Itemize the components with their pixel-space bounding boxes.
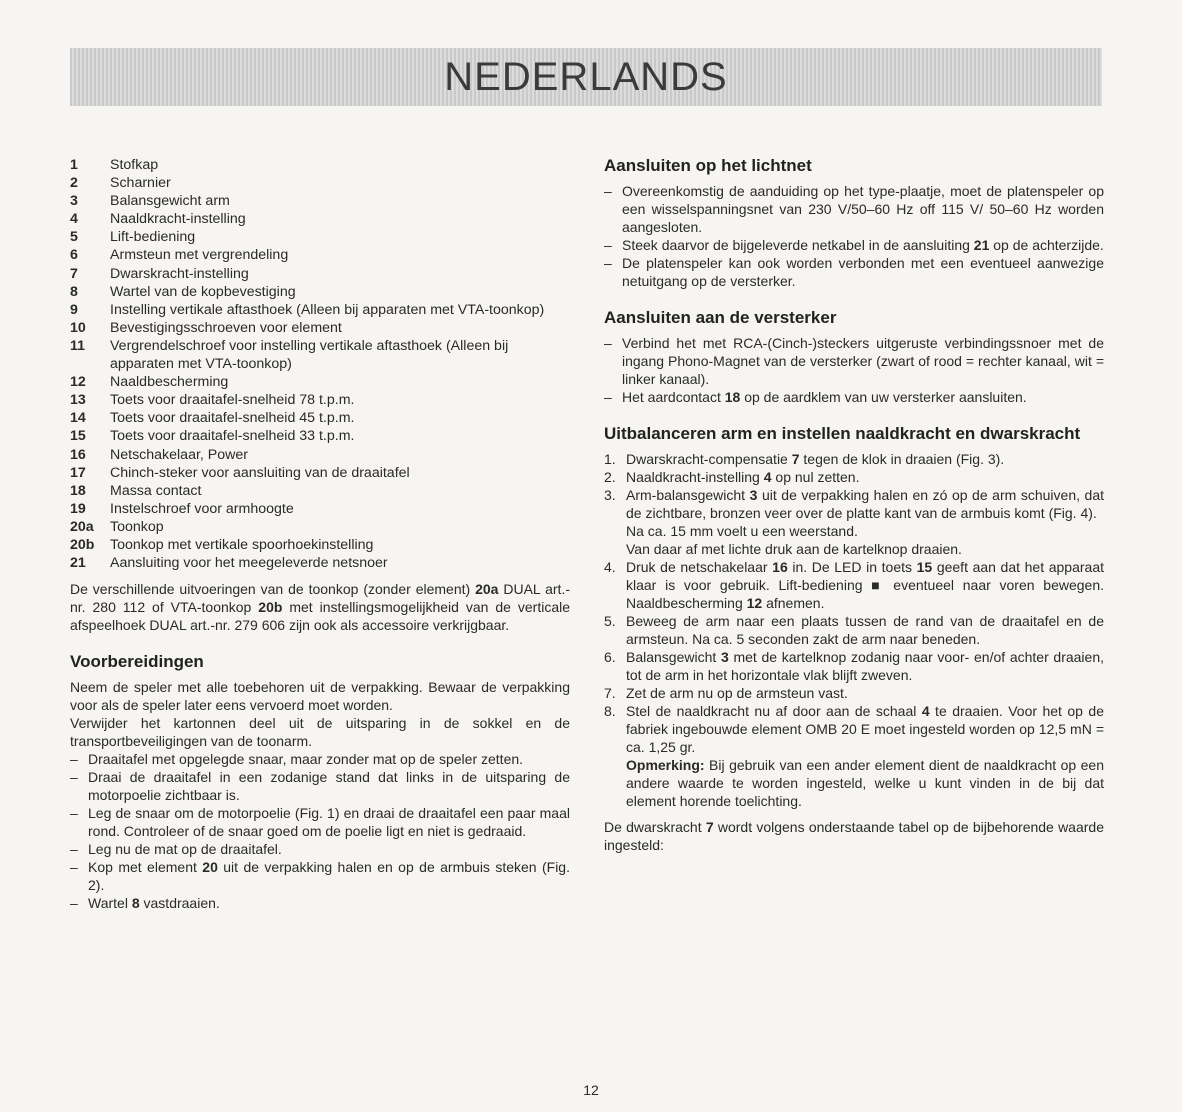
part-number: 14 [70,410,86,427]
parts-list-item [70,518,570,536]
list-item: – Wartel 8 vastdraaien. [70,894,570,912]
crossforce-paragraph: De dwarskracht 7 wordt volgens onderstaande tabel op de bijbehorende waarde ingesteld: [604,819,1104,853]
list-item: – Draai de draaitafel in een zodanige stand dat links in de uitsparing de motorpoelie zichtbaar is. [70,768,570,804]
part-label: Armsteun met vergrendeling [110,247,289,264]
part-number: 7 [70,265,78,282]
part-label: Instelling vertikale aftasthoek (Alleen bij apparaten met VTA-toonkop) [110,301,545,318]
parts-list-item [70,482,570,500]
part-number: 6 [70,247,78,264]
part-label: Chinch-steker voor aansluiting van de draaitafel [110,464,410,481]
parts-list-item [70,265,570,283]
part-number: 17 [70,464,86,481]
part-number: 11 [70,337,85,354]
parts-list-item [70,192,570,210]
page-title: NEDERLANDS [444,54,728,99]
part-label: Aansluiting voor het meegeleverde netsnoer [110,555,388,572]
step-item: 4. Druk de netschakelaar 16 in. De LED in toets 15 geeft aan dat het apparaat klaar is voor gebruik. Lift-bediening ■ eventueel naar voren bewegen. Naaldbescherming 12 afnemen. [604,559,1104,611]
variants-paragraph: De verschillende uitvoeringen van de toonkop (zonder element) 20a DUAL art.-nr. 280 112 of VTA-toonkop 20b met instellingsmogelijkheid van de verticale afspeelhoek DUAL art.-nr. 279 606 zijn ook als accessoire verkrijgbaar. [70,581,570,634]
part-number: 4 [70,211,78,228]
part-label: Naaldbescherming [110,374,229,391]
list-item: – Verbind het met RCA-(Cinch-)steckers uitgeruste verbindingssnoer met de ingang Phono-Magnet van de versterker (zwart of rood = rechter kanaal, wit = linker kanaal). [604,334,1104,388]
parts-list-item [70,283,570,301]
section-heading-mains: Aansluiten op het lichtnet [604,156,812,175]
parts-list-item [70,210,570,228]
parts-list-item [70,446,570,464]
step-item: 3. Arm-balansgewicht 3 uit de verpakking halen en zó op de arm schuiven, dat de zichtbare, bronzen veer over de platte kant van de armbuis komt (Fig. 4). Na ca. 15 mm voelt u een weerstand. Van daar af met lichte druk aan de kartelknop draaien. [604,487,1105,557]
prep-list [70,750,570,912]
part-number: 16 [70,446,86,463]
part-number: 12 [70,374,86,391]
part-number: 3 [70,193,78,210]
part-label: Massa contact [110,482,202,499]
part-number: 9 [70,301,78,318]
step-item: 6. Balansgewicht 3 met de kartelknop zodanig naar voor- en/of achter draaien, tot de arm in het horizontale vlak blijft zweven. [604,649,1105,683]
part-label: Lift-bediening [110,229,196,246]
part-label: Stofkap [110,157,159,173]
part-number: 21 [70,555,86,572]
amp-list [604,334,1104,406]
part-number: 15 [70,428,86,445]
part-number: 10 [70,319,86,336]
part-label: Toets voor draaitafel-snelheid 78 t.p.m. [110,392,355,409]
part-label: Balansgewicht arm [110,193,230,210]
mains-list [604,182,1104,290]
part-number: 18 [70,482,86,499]
part-label: Instelschroef voor armhoogte [110,500,294,517]
list-item: – Draaitafel met opgelegde snaar, maar zonder mat op de speler zetten. [70,750,570,768]
right-column [604,156,1104,854]
list-item: – Het aardcontact 18 op de aardklem van uw versterker aansluiten. [604,388,1104,406]
parts-list-item [70,409,570,427]
part-number: 19 [70,500,86,517]
part-label: Vergrendelschroef voor instelling vertikale aftasthoek (Alleen bij apparaten met VTA-toonkop) [110,337,509,373]
parts-list-item [70,554,570,572]
parts-list-item [70,319,570,337]
parts-list-item [70,156,570,174]
list-item: – Steek daarvor de bijgeleverde netkabel in de aansluiting 21 op de achterzijde. [604,236,1104,254]
part-number: 1 [70,157,78,173]
list-item: – De platenspeler kan ook worden verbonden met een eventueel aanwezige netuitgang op de versterker. [604,254,1104,290]
list-item: – Overeenkomstig de aanduiding op het type-plaatje, moet de platenspeler op een wisselspanningsnet van 230 V/50–60 Hz off 115 V/ 50–60 Hz worden aangesloten. [604,182,1104,236]
section-heading-amplifier: Aansluiten aan de versterker [604,308,837,327]
parts-list-item [70,337,570,373]
part-label: Dwarskracht-instelling [110,265,249,282]
part-label: Scharnier [110,175,171,192]
left-column [70,156,570,912]
part-number: 5 [70,229,78,246]
list-item: – Leg nu de mat op de draaitafel. [70,840,570,858]
balance-steps [604,450,1104,810]
prep-paragraph: Verwijder het kartonnen deel uit de uitsparing in de sokkel en de transportbeveiligingen van de toonarm. [70,715,570,750]
part-number: 2 [70,175,78,192]
parts-list-item [70,536,570,554]
prep-paragraph: Neem de speler met alle toebehoren uit de verpakking. Bewaar de verpakking voor als de speler later eens vervoerd moet worden. [70,679,570,714]
part-label: Bevestigingsschroeven voor element [110,319,342,336]
part-number: 20b [70,536,95,553]
step-item: 1. Dwarskracht-compensatie 7 tegen de klok in draaien (Fig. 3). [604,451,1005,467]
part-label: Toonkop [110,518,164,535]
step-item: 5. Beweeg de arm naar een plaats tussen de rand van de draaitafel en de armsteun. Na ca. 5 seconden zakt de arm naar beneden. [604,613,1104,647]
part-label: Wartel van de kopbevestiging [110,283,296,300]
parts-list-item [70,427,570,445]
section-heading-balance: Uitbalanceren arm en instellen naaldkracht en dwarskracht [604,424,1081,443]
parts-list-item [70,391,570,409]
parts-list-item [70,246,570,264]
parts-list-item [70,228,570,246]
list-item: – Kop met element 20 uit de verpakking halen en op de armbuis steken (Fig. 2). [70,858,570,894]
part-number: 8 [70,283,78,300]
part-label: Toets voor draaitafel-snelheid 33 t.p.m. [110,428,355,445]
step-item: 2. Naaldkracht-instelling 4 op nul zetten. [604,469,860,485]
part-number: 20a [70,518,94,535]
parts-list-item [70,373,570,391]
list-item: – Leg de snaar om de motorpoelie (Fig. 1) en draai de draaitafel een paar maal rond. Controleer of de snaar goed om de poelie ligt en niet is gedraaid. [70,804,570,840]
step-item: 8. Stel de naaldkracht nu af door aan de schaal 4 te draaien. Voor het op de fabriek ingebouwde element OMB 20 E moet ingesteld worden op 12,5 mN = ca. 1,25 gr. Opmerking: Bij gebruik van een ander element dient de naaldkracht op een andere waarde te worden ingesteld, welke u kunt vinden in de bij dat element horende toelichting. [604,703,1104,809]
step-item: 7. Zet de arm nu op de armsteun vast. [604,685,848,701]
parts-list [70,156,570,572]
part-label: Naaldkracht-instelling [110,211,246,228]
parts-list-item [70,500,570,518]
parts-list-item [70,174,570,192]
page-number: 12 [583,1082,599,1098]
part-label: Toonkop met vertikale spoorhoekinstelling [110,536,374,553]
part-label: Netschakelaar, Power [110,446,249,463]
part-label: Toets voor draaitafel-snelheid 45 t.p.m. [110,410,355,427]
title-banner [70,48,1102,106]
section-heading-preparations: Voorbereidingen [70,652,204,672]
part-number: 13 [70,392,86,409]
parts-list-item [70,464,570,482]
parts-list-item [70,301,570,319]
